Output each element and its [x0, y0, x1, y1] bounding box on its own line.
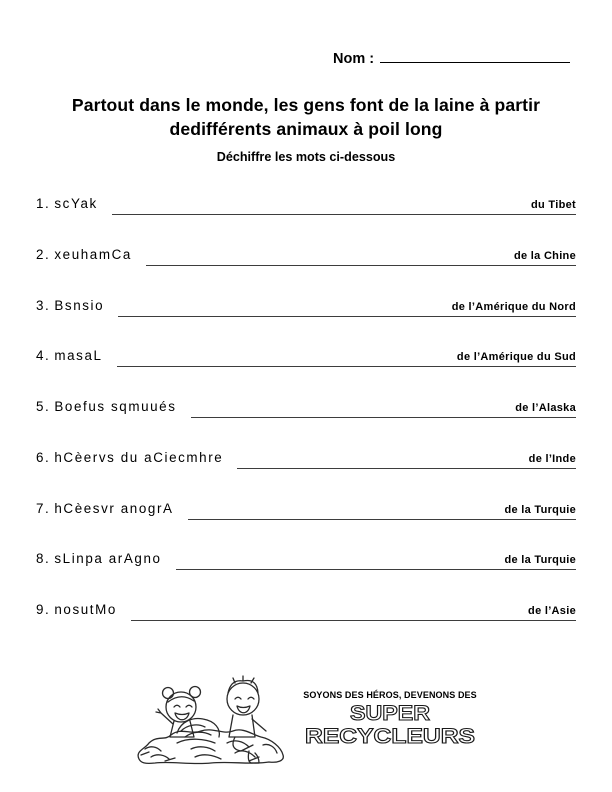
logo-word-super: SUPER — [350, 701, 430, 725]
item-word-text: scYak — [54, 196, 98, 211]
origin-label: de l’Inde — [528, 452, 576, 465]
answer-line[interactable] — [131, 598, 576, 621]
scrambled-word — [36, 550, 162, 570]
item-word-text: masaL — [54, 348, 103, 364]
origin-label: du Tibet — [531, 199, 576, 211]
item-word-text: xeuhamCa — [54, 246, 132, 262]
worksheet-item-row — [36, 447, 576, 469]
item-number: 9. — [36, 602, 51, 617]
name-input-line[interactable] — [380, 46, 570, 63]
answer-line[interactable] — [117, 344, 576, 367]
item-word-text: sLinpa arAgno — [54, 551, 162, 567]
scrambled-word — [36, 347, 103, 367]
scrambled-word — [36, 601, 117, 621]
kids-recycling-illustration-icon — [131, 671, 289, 767]
title-line-1: Partout dans le monde, les gens font de la laine à partir — [71, 95, 541, 115]
logo-word-recycleurs: RECYCLEURS — [305, 724, 475, 748]
answer-line[interactable] — [118, 294, 576, 317]
item-number: 4. — [36, 348, 51, 364]
title-line-2: dedifférents animaux à poil long — [169, 119, 443, 139]
worksheet-item-row — [36, 244, 576, 266]
worksheet-item-row — [36, 599, 576, 621]
origin-label: de l’Amérique du Nord — [451, 300, 576, 313]
origin-label: de l’Asie — [528, 605, 576, 617]
origin-label: de l’Alaska — [515, 402, 576, 414]
item-number: 3. — [36, 297, 51, 313]
name-label: Nom : — [333, 51, 375, 67]
answer-line[interactable] — [237, 446, 576, 469]
worksheet-item-row — [36, 345, 576, 367]
name-field-row — [333, 46, 570, 67]
item-number: 1. — [36, 196, 51, 211]
page-subtitle: Déchiffre les mots ci-dessous — [216, 150, 396, 164]
worksheet-item-row — [36, 548, 576, 570]
item-word-text: nosutMo — [54, 602, 117, 617]
worksheet-item-row — [36, 498, 576, 520]
item-word-text: Bsnsio — [54, 297, 105, 313]
worksheet-item-row — [36, 193, 576, 215]
answer-line[interactable] — [188, 497, 576, 520]
scrambled-word — [36, 500, 174, 520]
answer-line[interactable] — [191, 395, 576, 418]
item-number: 6. — [36, 449, 51, 465]
logo-text-block — [302, 690, 478, 749]
item-word-text: Boefus sqmuués — [54, 399, 177, 414]
item-number: 7. — [36, 500, 51, 516]
scrambled-word — [36, 398, 177, 418]
items-list — [36, 193, 576, 650]
item-number: 8. — [36, 551, 51, 567]
item-word-text: hCèesvr anogrA — [54, 500, 174, 516]
item-number: 5. — [36, 399, 51, 414]
recyclers-logo — [131, 671, 477, 767]
origin-label: de la Chine — [514, 249, 576, 262]
item-word-text: hCèervs du aCiecmhre — [54, 449, 224, 465]
page-title — [0, 93, 612, 141]
worksheet-item-row — [36, 295, 576, 317]
scrambled-word — [36, 449, 223, 469]
answer-line[interactable] — [176, 547, 576, 570]
answer-line[interactable] — [146, 243, 576, 266]
origin-label: de l’Amérique du Sud — [456, 351, 576, 364]
super-recycleurs-wordmark — [302, 701, 478, 749]
answer-line[interactable] — [112, 192, 576, 215]
scrambled-word — [36, 297, 104, 317]
origin-label: de la Turquie — [504, 554, 576, 567]
origin-label: de la Turquie — [504, 503, 576, 516]
scrambled-word — [36, 246, 132, 266]
logo-tagline: SOYONS DES HÉROS, DEVENONS DES — [303, 689, 477, 700]
scrambled-word — [36, 195, 98, 215]
worksheet-item-row — [36, 396, 576, 418]
item-number: 2. — [36, 246, 51, 262]
